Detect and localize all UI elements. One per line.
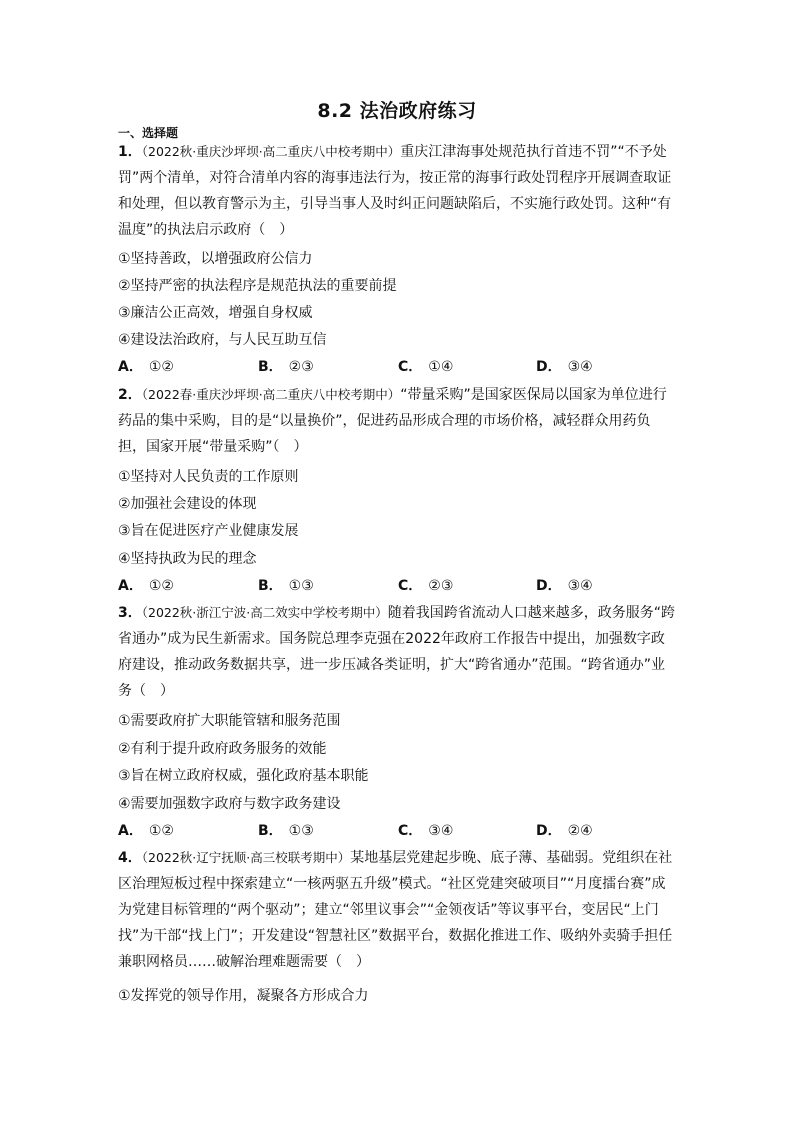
question-text: 随着我国跨省流动人口越来越多，政务服务“跨省通办”成为民生新需求。国务院总理李克强在2022年政府工作报告中提出，加强数字政府建设，推动政务数据共享，进一步压减各类证明，扩大“跨省通办”范围。“跨省通办”业务（ ） [118, 605, 676, 699]
question-text: 某地基层党建起步晚、底子薄、基础弱。党组织在社区治理短板过程中探索建立“一核两驱五升级”模式。“社区党建突破项目”“月度擂台赛”成为党建目标管理的“两个驱动”；建立“邻里议事会”“金领夜话”等议事平台，变居民“上门找”为干部“找上门”；开发建设“智慧社区”数据平台，数据化推进工作、吸纳外卖骑手担任兼职网格员……破解治理难题需要（ ） [118, 850, 673, 970]
question-source: （2022秋·浙江宁波·高二效实中学校考期中） [141, 605, 388, 620]
question-number: 3． [118, 605, 142, 621]
question-2-stem [118, 382, 678, 460]
choice-c: C． ②③ [398, 578, 454, 594]
question-3-option: ①需要政府扩大职能管辖和服务范围 [118, 713, 341, 729]
question-1-stem [118, 139, 678, 243]
question-number: 1． [118, 144, 142, 160]
choice-a: A． ①② [118, 823, 174, 839]
choice-b: B． ①③ [258, 578, 314, 594]
choice-d: D． ③④ [536, 578, 593, 594]
question-1-option: ④建设法治政府，与人民互助互信 [118, 332, 327, 348]
question-4-option: ①发挥党的领导作用，凝聚各方形成合力 [118, 988, 369, 1004]
choice-d: D． ②④ [536, 823, 593, 839]
question-2-option: ④坚持执政为民的理念 [118, 551, 257, 567]
question-3-option: ②有利于提升政府政务服务的效能 [118, 741, 327, 757]
question-source: （2022秋·辽宁抚顺·高三校联考期中） [141, 850, 351, 865]
question-3-choices [118, 821, 678, 841]
question-1-option: ②坚持严密的执法程序是规范执法的重要前提 [118, 278, 397, 294]
question-4-stem [118, 845, 678, 975]
choice-b: B． ②③ [258, 359, 314, 375]
page-title: 8.2 法治政府练习 [317, 100, 477, 122]
question-number: 4． [118, 850, 142, 866]
question-1-choices [118, 357, 678, 377]
question-3-option: ③旨在树立政府权威，强化政府基本职能 [118, 768, 369, 784]
question-number: 2． [118, 387, 142, 403]
question-3-stem [118, 600, 678, 704]
section-heading: 一、选择题 [118, 126, 179, 140]
question-3-option: ④需要加强数字政府与数字政务建设 [118, 796, 341, 812]
choice-d: D． ③④ [536, 359, 593, 375]
choice-a: A． ①② [118, 359, 174, 375]
question-text: 重庆江津海事处规范执行首违不罚”“不予处罚”两个清单，对符合清单内容的海事违法行为，按正常的海事行政处罚程序开展调查取证和处理，但以教育警示为主，引导当事人及时纠正问题缺陷后，不实施行政处罚。这种“有温度”的执法启示政府（ ） [118, 144, 672, 238]
question-2-choices [118, 576, 678, 596]
question-1-option: ①坚持善政，以增强政府公信力 [118, 251, 313, 267]
question-source: （2022春·重庆沙坪坝·高二重庆八中校考期中） [141, 387, 401, 402]
choice-c: C． ③④ [398, 823, 454, 839]
choice-c: C． ①④ [398, 359, 454, 375]
question-2-option: ①坚持对人民负责的工作原则 [118, 469, 299, 485]
question-source: （2022秋·重庆沙坪坝·高二重庆八中校考期中） [141, 144, 401, 159]
question-2-option: ③旨在促进医疗产业健康发展 [118, 523, 299, 539]
question-1-option: ③廉洁公正高效，增强自身权威 [118, 305, 313, 321]
question-2-option: ②加强社会建设的体现 [118, 496, 257, 512]
question-text: “带量采购”是国家医保局以国家为单位进行药品的集中采购，目的是“以量换价”，促进药品形成合理的市场价格，减轻群众用药负担，国家开展“带量采购”（ ） [118, 387, 667, 455]
choice-a: A． ①② [118, 578, 174, 594]
choice-b: B． ①③ [258, 823, 314, 839]
